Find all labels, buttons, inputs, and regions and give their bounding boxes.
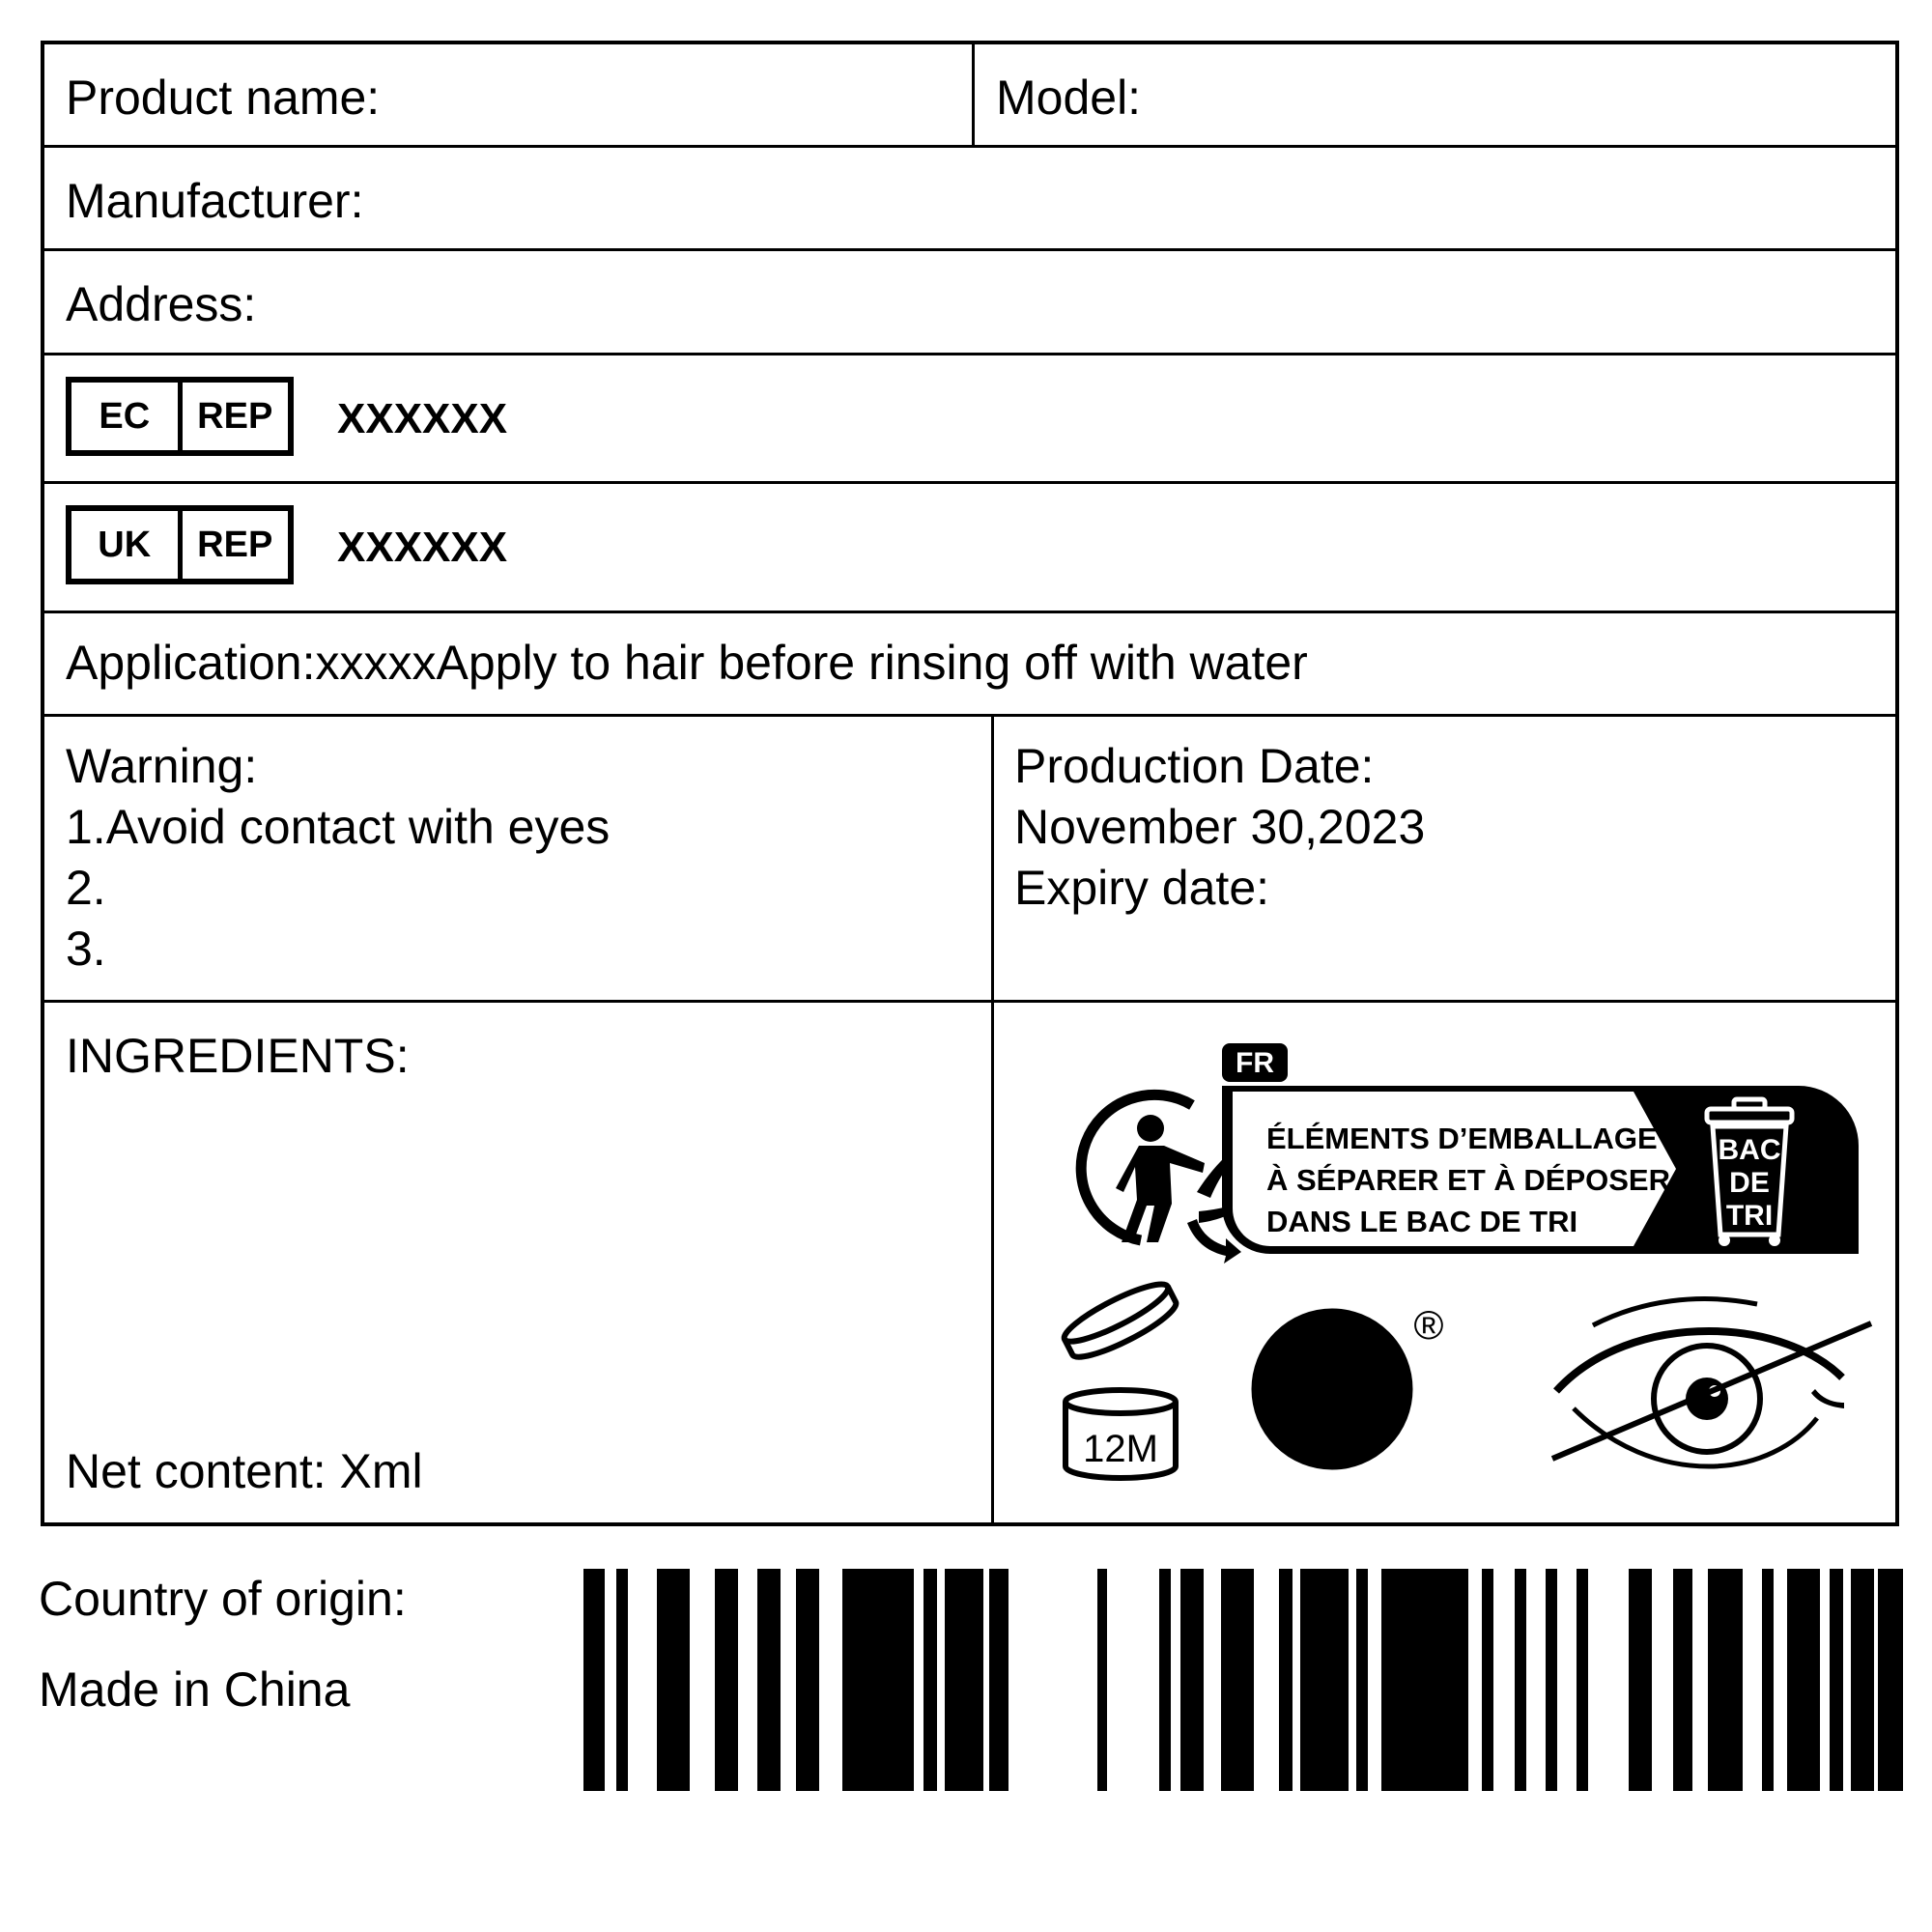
address-label: Address:	[66, 277, 257, 331]
country-of-origin-label: Country of origin:	[39, 1572, 407, 1626]
barcode-bar	[923, 1569, 937, 1791]
barcode-bar	[657, 1569, 690, 1791]
divider	[991, 717, 994, 1000]
bin-text: DE	[1729, 1167, 1770, 1199]
barcode-bar	[715, 1569, 738, 1791]
barcode-bar	[1577, 1569, 1588, 1791]
address-row	[44, 251, 1895, 355]
net-content: Net content: Xml	[66, 1444, 423, 1498]
triman-line: ÉLÉMENTS D’EMBALLAGE	[1266, 1122, 1658, 1155]
barcode-bar	[1159, 1569, 1171, 1791]
warning-production-row	[44, 717, 1895, 1003]
ec-rep-right: REP	[197, 395, 273, 437]
uk-rep-right: REP	[197, 524, 273, 565]
production-date-value: November 30,2023	[1014, 800, 1426, 854]
application-row	[44, 613, 1895, 717]
barcode-bar	[1762, 1569, 1774, 1791]
model-label: Model:	[996, 71, 1142, 125]
info-tri-banner	[1222, 1043, 1859, 1254]
uk-rep-value: XXXXXX	[337, 524, 508, 571]
barcode-bar	[1482, 1569, 1493, 1791]
manufacturer-row	[44, 148, 1895, 251]
warning-title: Warning:	[66, 739, 258, 793]
barcode-bar	[1708, 1569, 1743, 1791]
barcode-bar	[1279, 1569, 1293, 1791]
production-date-label: Production Date:	[1014, 739, 1375, 793]
barcode-bar	[989, 1569, 1009, 1791]
barcode-bar	[842, 1569, 914, 1791]
expiry-date-label: Expiry date:	[1014, 861, 1270, 915]
triman-country: FR	[1236, 1047, 1274, 1079]
barcode-bar	[796, 1569, 819, 1791]
production-block	[1014, 736, 1425, 919]
ec-rep-left: EC	[71, 383, 183, 450]
bin-text: BAC	[1718, 1134, 1781, 1166]
open-jar-icon	[1059, 1275, 1181, 1478]
barcode-bar	[1830, 1569, 1843, 1791]
barcode-bar	[1629, 1569, 1652, 1791]
barcode-bar	[1097, 1569, 1107, 1791]
barcode-bar	[1356, 1569, 1368, 1791]
symbols-area	[994, 1003, 1897, 1520]
barcode-bar	[1180, 1569, 1204, 1791]
barcode-bar	[1673, 1569, 1692, 1791]
barcode-bar	[945, 1569, 983, 1791]
ec-rep-symbol	[66, 377, 294, 456]
barcode-bar	[1515, 1569, 1526, 1791]
triman-line: DANS LE BAC DE TRI	[1266, 1205, 1578, 1238]
product-name-label: Product name:	[66, 71, 381, 125]
uk-rep-left: UK	[71, 511, 183, 579]
warning-item: 1.Avoid contact with eyes	[66, 800, 611, 854]
ec-rep-row	[44, 355, 1895, 484]
barcode	[583, 1569, 1903, 1791]
ingredients-symbols-row	[44, 1003, 1895, 1522]
triman-line: À SÉPARER ET À DÉPOSER	[1266, 1163, 1671, 1197]
barcode-bar	[583, 1569, 605, 1791]
barcode-bar	[1851, 1569, 1874, 1791]
green-dot-icon	[1255, 1302, 1444, 1466]
product-model-row	[44, 44, 1895, 148]
barcode-bar	[1300, 1569, 1349, 1791]
barcode-bar	[616, 1569, 628, 1791]
application-text: Application:xxxxxApply to hair before rinsing off with water	[66, 636, 1308, 690]
product-label	[41, 41, 1899, 1526]
pao-text: 12M	[1083, 1428, 1158, 1470]
crossed-eye-icon	[1552, 1299, 1871, 1466]
ec-rep-value: XXXXXX	[337, 395, 508, 442]
warning-item: 2.	[66, 861, 106, 915]
uk-rep-row	[44, 484, 1895, 613]
barcode-bar	[757, 1569, 781, 1791]
manufacturer-label: Manufacturer:	[66, 174, 364, 228]
barcode-bar	[1878, 1569, 1903, 1791]
barcode-bar	[1546, 1569, 1557, 1791]
bin-text: TRI	[1725, 1200, 1774, 1232]
barcode-bar	[1787, 1569, 1820, 1791]
ingredients-label: INGREDIENTS:	[66, 1029, 410, 1083]
barcode-bar	[1381, 1569, 1468, 1791]
uk-rep-symbol	[66, 505, 294, 584]
barcode-bar	[1221, 1569, 1254, 1791]
warning-item: 3.	[66, 922, 106, 976]
registered-mark: ®	[1413, 1302, 1444, 1348]
divider	[972, 44, 975, 145]
warning-block	[66, 736, 610, 980]
country-of-origin-value: Made in China	[39, 1662, 351, 1717]
